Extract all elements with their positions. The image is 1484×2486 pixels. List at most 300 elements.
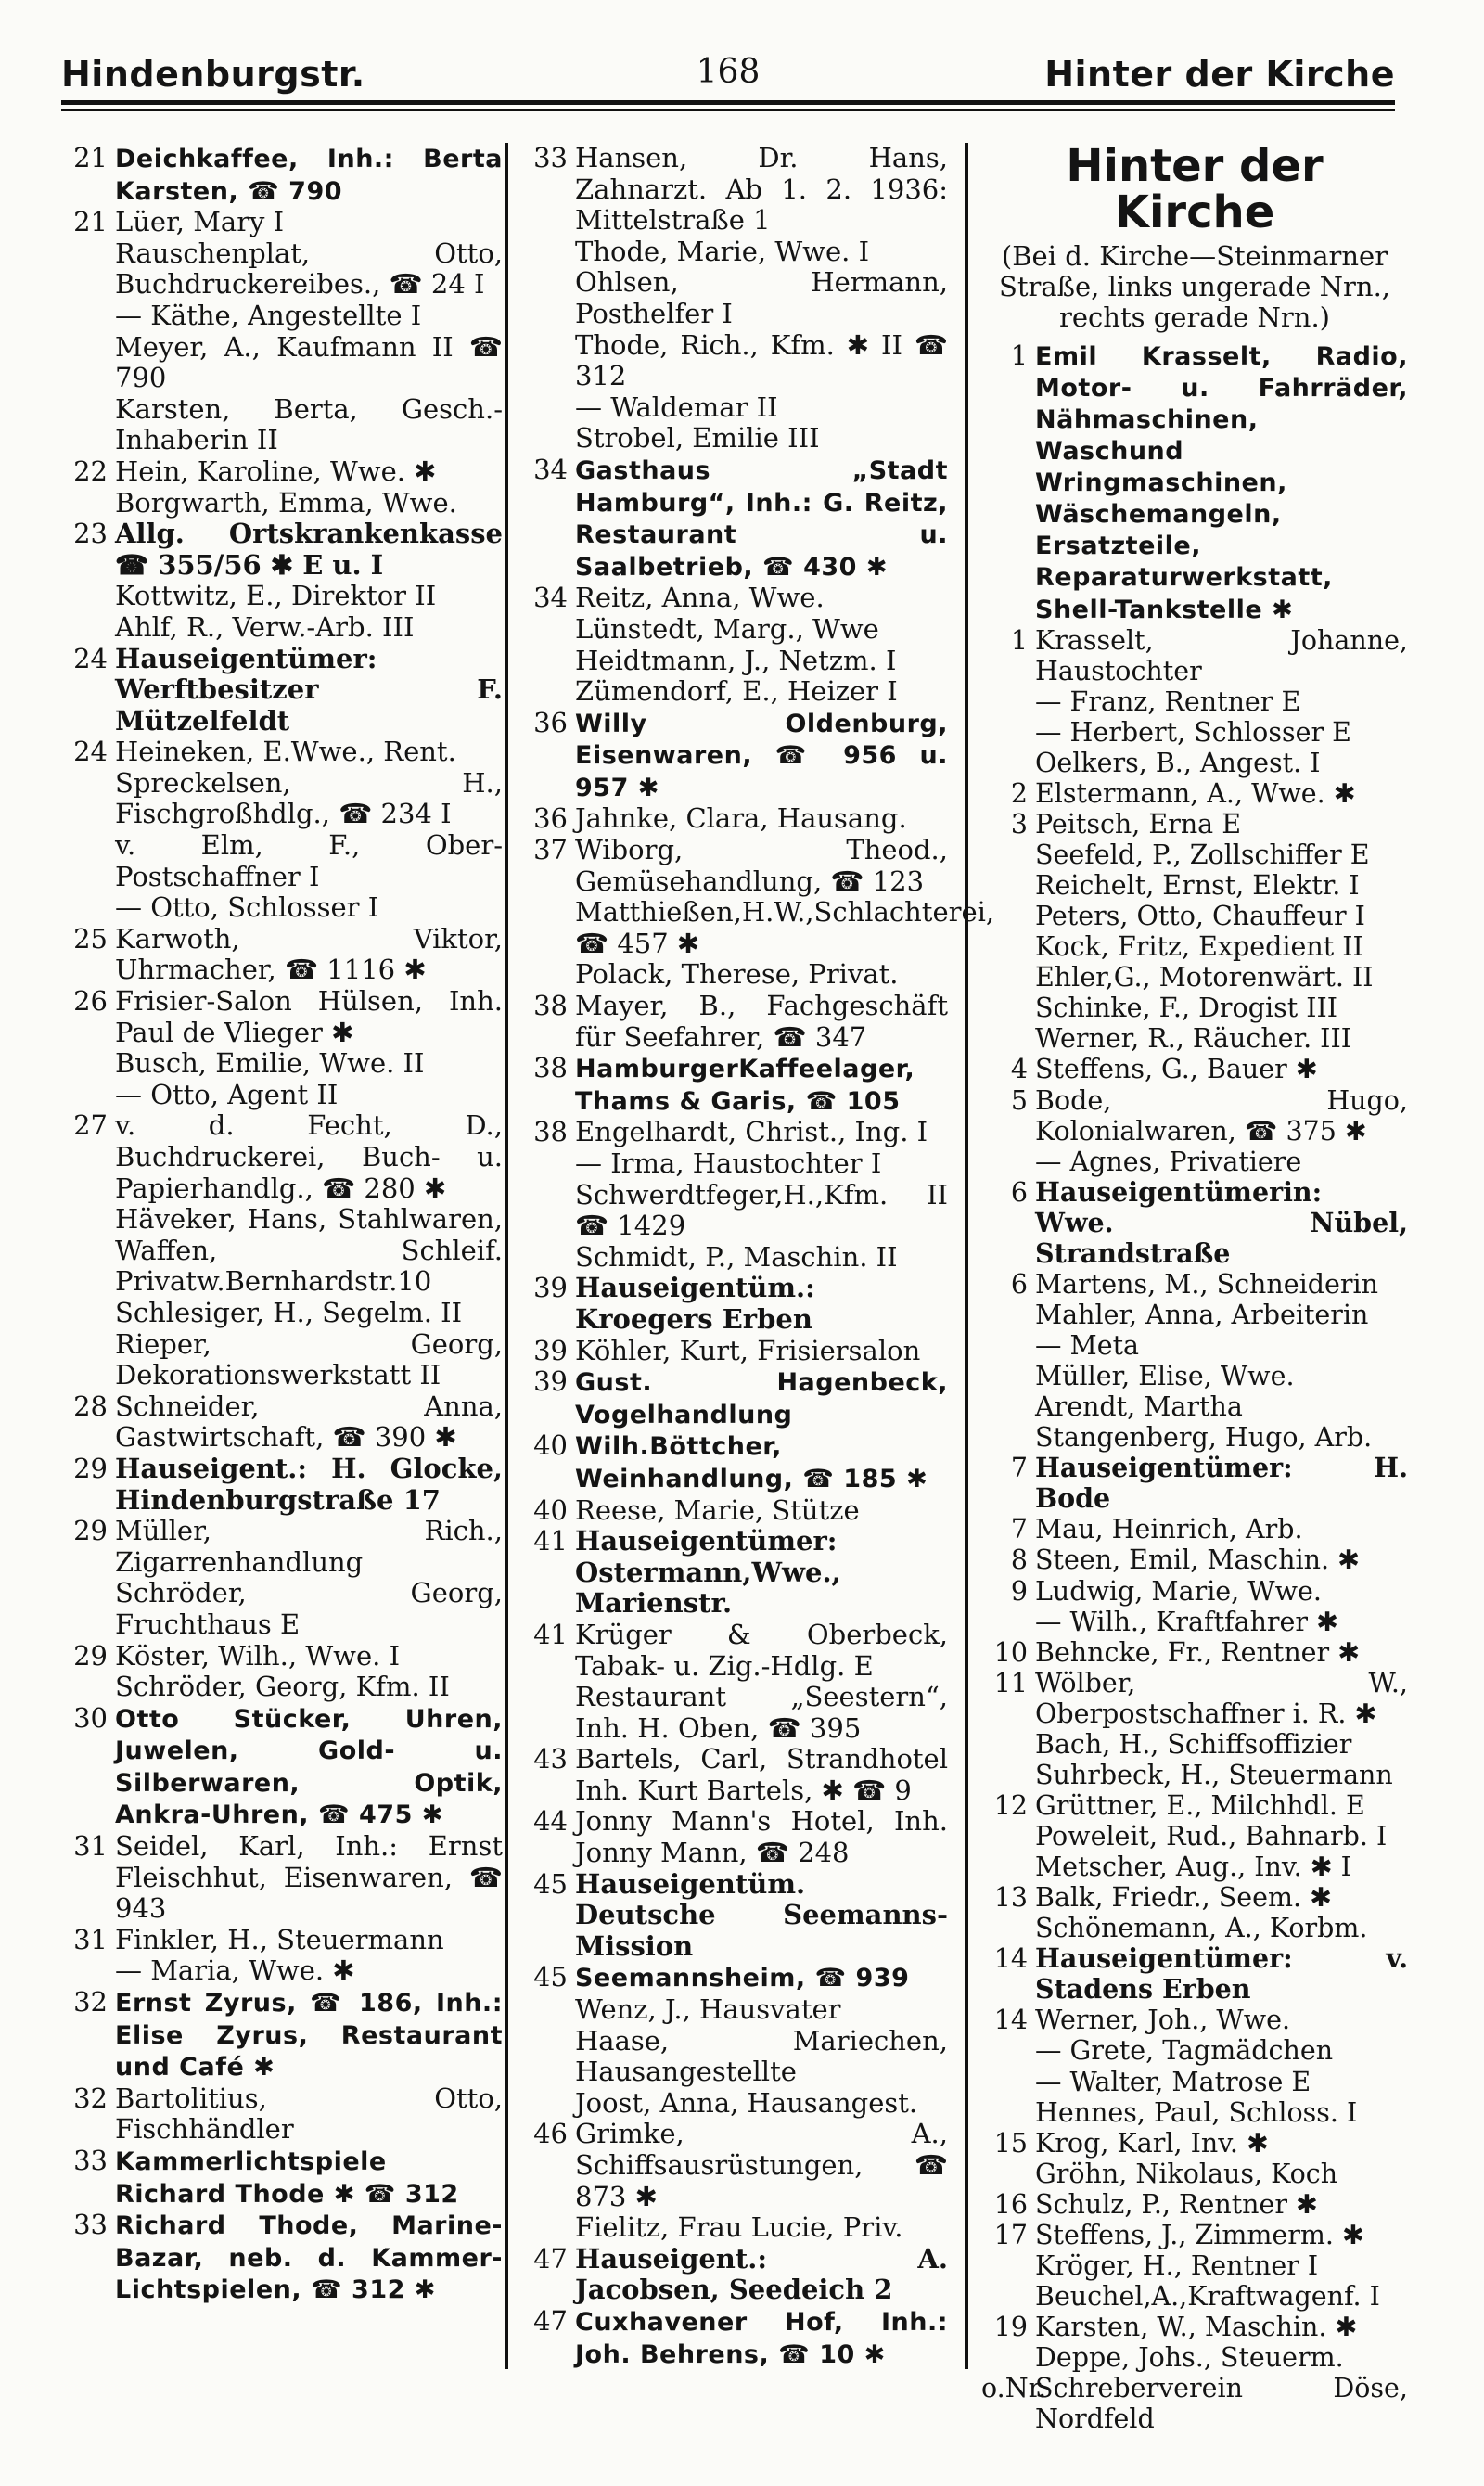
- entry-text: Busch, Emilie, Wwe. II: [115, 1047, 425, 1080]
- directory-entry: [61, 1831, 503, 1925]
- directory-entry: [61, 332, 503, 394]
- house-number: 33: [533, 142, 568, 173]
- house-number: 7: [1010, 1514, 1028, 1545]
- directory-entry: [981, 809, 1408, 839]
- directory-entry: [61, 238, 503, 301]
- entry-text: Allg. Ortskrankenkasse ☎ 355/56 ✱ E u. I: [115, 518, 503, 581]
- entry-text: — Otto, Schlosser I: [115, 891, 379, 924]
- entry-text: Hauseigent.: A. Jacobsen, Seedeich 2: [575, 2242, 948, 2306]
- entry-text: Behncke, Fr., Rentner ✱: [1035, 1636, 1361, 1668]
- directory-entry: [981, 1882, 1408, 1913]
- entry-text: Gust. Hagenbeck, Vogelhandlung: [575, 1368, 948, 1429]
- entry-text: Strobel, Emilie III: [575, 422, 820, 455]
- house-number: 32: [73, 1986, 108, 2018]
- entry-text: Reese, Marie, Stütze: [575, 1493, 860, 1526]
- entry-text: Ahlf, R., Verw.-Arb. III: [115, 610, 415, 643]
- house-number: 1: [1010, 624, 1028, 656]
- directory-entry: [521, 1117, 948, 1148]
- entry-text: Rauschenplat, Otto, Buchdruckereibes., ☎ 24 I: [115, 237, 503, 301]
- entry-text: — Käthe, Angestellte I: [115, 299, 422, 331]
- directory-entry: [981, 2312, 1408, 2342]
- entry-text: Kammerlichtspiele Richard Thode ✱ ☎ 312: [115, 2147, 459, 2209]
- house-number: 21: [73, 142, 108, 173]
- directory-entry: [521, 1495, 948, 1527]
- directory-entry: [61, 2210, 503, 2306]
- directory-entry: [981, 1913, 1408, 1943]
- entry-text: Schröder, Georg, Kfm. II: [115, 1671, 450, 1703]
- directory-entry: [521, 2212, 948, 2244]
- directory-entry: [521, 959, 948, 991]
- entry-text: Seidel, Karl, Inh.: Ernst Fleischhut, Eisenwaren, ☎ 943: [115, 1830, 503, 1925]
- directory-entry: [981, 2097, 1408, 2128]
- house-number: 25: [73, 922, 108, 955]
- entry-text: Jonny Mann's Hotel, Inh. Jonny Mann, ☎ 248: [575, 1805, 948, 1869]
- directory-entry: [61, 1329, 503, 1391]
- house-number: 40: [533, 1493, 568, 1526]
- directory-entry: [521, 614, 948, 646]
- house-number: 23: [73, 518, 108, 550]
- entry-text: Deichkaffee, Inh.: Berta Karsten, ☎ 790: [115, 145, 503, 206]
- house-number: 41: [533, 1618, 568, 1650]
- entry-text: Heidtmann, J., Netzm. I: [575, 644, 897, 676]
- entry-text: Krog, Karl, Inv. ✱: [1035, 2127, 1269, 2159]
- directory-entry: [521, 455, 948, 583]
- entry-text: Lünstedt, Marg., Wwe: [575, 612, 879, 645]
- entry-text: — Wilh., Kraftfahrer ✱: [1035, 1606, 1338, 1637]
- entry-text: Zümendorf, E., Heizer I: [575, 675, 898, 708]
- directory-entry: [61, 2083, 503, 2146]
- directory-entry: [521, 1620, 948, 1682]
- street-title: Hinter der Kirche: [1066, 140, 1324, 238]
- entry-text: Schmidt, P., Maschin. II: [575, 1240, 898, 1273]
- entry-text: Ludwig, Marie, Wwe.: [1035, 1575, 1322, 1607]
- directory-entry: [981, 1729, 1408, 1760]
- directory-entry: [521, 1962, 948, 1994]
- entry-text: Karwoth, Viktor, Uhrmacher, ☎ 1116 ✱: [115, 922, 503, 986]
- entry-text: Kock, Fritz, Expedient II: [1035, 931, 1363, 963]
- directory-entry: [981, 1576, 1408, 1607]
- directory-entry: [61, 301, 503, 332]
- directory-entry: [981, 1085, 1408, 1147]
- directory-entry: [981, 1790, 1408, 1821]
- entry-text: Polack, Therese, Privat.: [575, 958, 899, 991]
- directory-entry: [61, 143, 503, 207]
- entry-text: Kottwitz, E., Direktor II: [115, 580, 437, 612]
- entry-text: Bartolitius, Otto, Fischhändler: [115, 2082, 503, 2146]
- entry-text: — Maria, Wwe. ✱: [115, 1954, 355, 1987]
- entry-text: Cuxhavener Hof, Inh.: Joh. Behrens, ☎ 10 ✱: [575, 2307, 948, 2369]
- entry-text: — Irma, Haustochter I: [575, 1147, 882, 1179]
- directory-entry: [981, 340, 1408, 625]
- header-street-right: Hinter der Kirche: [1044, 54, 1395, 95]
- house-number: 45: [533, 1867, 568, 1900]
- directory-entry: [61, 2146, 503, 2210]
- directory-entry: [981, 1391, 1408, 1422]
- directory-entry: [521, 1994, 948, 2026]
- directory-entry: [521, 237, 948, 268]
- column-1: [61, 143, 503, 2306]
- directory-entry: [521, 1273, 948, 1335]
- entry-text: Seemannsheim, ☎ 939: [575, 1964, 910, 1993]
- entry-text: Bach, H., Schiffsoffizier: [1035, 1728, 1352, 1760]
- house-number: 47: [533, 2304, 568, 2337]
- directory-entry: [981, 1943, 1408, 2005]
- directory-entry: [521, 646, 948, 677]
- entry-text: Finkler, H., Steuermann: [115, 1923, 444, 1955]
- directory-entry: [61, 394, 503, 456]
- house-number: 12: [993, 1789, 1028, 1821]
- house-number: 38: [533, 1116, 568, 1148]
- directory-entry: [61, 1955, 503, 1987]
- house-number: 30: [73, 1701, 108, 1734]
- directory-entry: [521, 1869, 948, 1963]
- directory-entry: [981, 1607, 1408, 1637]
- directory-entry: [61, 519, 503, 581]
- entry-text: Schröder, Georg, Fruchthaus E: [115, 1577, 503, 1640]
- entry-text: Balk, Friedr., Seem. ✱: [1035, 1882, 1333, 1914]
- house-number: 33: [73, 2209, 108, 2241]
- directory-entry: [61, 1641, 503, 1672]
- house-number: 45: [533, 1961, 568, 1993]
- directory-entry: [61, 1516, 503, 1578]
- house-number: 39: [533, 1334, 568, 1366]
- directory-entry: [61, 207, 503, 238]
- directory-entry: [981, 2373, 1408, 2434]
- directory-entry: [981, 1821, 1408, 1852]
- entry-text: — Herbert, Schlosser E: [1035, 716, 1351, 748]
- house-number: 39: [533, 1272, 568, 1304]
- house-number: 39: [533, 1365, 568, 1398]
- entry-text: Hauseigentümer: Ostermann,Wwe., Marienstr.: [575, 1525, 841, 1620]
- directory-entry: [61, 1110, 503, 1204]
- entry-text: Gasthaus „Stadt Hamburg“, Inh.: G. Reitz, Restaurant u. Saalbetrieb, ☎ 430 ✱: [575, 455, 948, 582]
- directory-entry: [981, 1453, 1408, 1514]
- directory-entry: [61, 1048, 503, 1080]
- entry-text: Restaurant „Seestern“, Inh. H. Oben, ☎ 395: [575, 1681, 948, 1744]
- directory-entry: [981, 1361, 1408, 1391]
- entry-text: — Otto, Agent II: [115, 1078, 339, 1110]
- entry-text: Lüer, Mary I: [115, 206, 285, 238]
- directory-entry: [981, 1177, 1408, 1269]
- entry-text: Köster, Wilh., Wwe. I: [115, 1639, 401, 1672]
- page-number: 168: [696, 53, 761, 91]
- running-header: [61, 35, 1395, 95]
- directory-entry: [981, 1668, 1408, 1729]
- entry-text: Emil Krasselt, Radio, Motor- u. Fahrräder, Nähmaschinen, Waschund Wringmaschinen, Wäschemangeln, Ersatzteile, Reparaturwerkstatt, Shell-Tankstelle ✱: [1035, 342, 1408, 624]
- entry-text: Hauseigent.: H. Glocke, Hindenburgstraße 17: [115, 1452, 503, 1516]
- entry-text: — Meta: [1035, 1330, 1140, 1361]
- entry-text: Steffens, G., Bauer ✱: [1035, 1054, 1318, 1085]
- entry-text: Seefeld, P., Zollschiffer E: [1035, 839, 1370, 870]
- house-number: 9: [1010, 1575, 1028, 1607]
- directory-entry: [981, 1422, 1408, 1453]
- directory-entry: [521, 2244, 948, 2306]
- entry-text: Bode, Hugo, Kolonialwaren, ☎ 375 ✱: [1035, 1084, 1408, 1147]
- house-number: 7: [1010, 1453, 1028, 1484]
- entry-text: Spreckelsen, H., Fischgroßhdlg., ☎ 234 I: [115, 766, 503, 830]
- house-number: 11: [993, 1667, 1028, 1698]
- directory-entry: [61, 768, 503, 830]
- entry-text: Meyer, A., Kaufmann II ☎ 790: [115, 330, 503, 394]
- entry-text: Mahler, Anna, Arbeiterin: [1035, 1299, 1369, 1330]
- house-number: 34: [533, 453, 568, 485]
- entry-text: Steen, Emil, Maschin. ✱: [1035, 1544, 1360, 1576]
- directory-entry: [981, 2281, 1408, 2312]
- house-number: 29: [73, 1639, 108, 1672]
- house-number: 22: [73, 455, 108, 487]
- directory-entry: [981, 2035, 1408, 2066]
- directory-entry: [981, 962, 1408, 993]
- directory-entry: [981, 2067, 1408, 2097]
- directory-entry: [521, 143, 948, 237]
- column-divider-2: [965, 143, 968, 2369]
- house-number: 24: [73, 736, 108, 768]
- entry-text: Wölber, W., Oberpostschaffner i. R. ✱: [1035, 1667, 1408, 1729]
- directory-entry: [521, 1336, 948, 1367]
- directory-entry: [981, 901, 1408, 931]
- directory-entry: [61, 456, 503, 488]
- house-number: 38: [533, 990, 568, 1022]
- directory-entry: [521, 2088, 948, 2120]
- directory-entry: [521, 1744, 948, 1806]
- directory-entry: [981, 2159, 1408, 2189]
- house-number: 40: [533, 1429, 568, 1462]
- directory-entry: [521, 1148, 948, 1180]
- entry-text: Fielitz, Frau Lucie, Priv.: [575, 2211, 903, 2244]
- entry-text: Krasselt, Johanne, Haustochter: [1035, 624, 1408, 686]
- entry-text: Schwerdtfeger,H.,Kfm. II ☎ 1429: [575, 1178, 948, 1242]
- directory-entry: [981, 778, 1408, 809]
- entry-text: Kröger, H., Rentner I: [1035, 2249, 1319, 2281]
- house-number: 14: [993, 1943, 1028, 1975]
- directory-entry: [981, 1514, 1408, 1544]
- house-number: 47: [533, 2242, 568, 2275]
- house-number: 44: [533, 1805, 568, 1838]
- directory-entry: [521, 676, 948, 708]
- entry-text: Martens, M., Schneiderin: [1035, 1268, 1378, 1300]
- directory-entry: [981, 870, 1408, 901]
- entry-text: Ehler,G., Motorenwärt. II: [1035, 962, 1374, 993]
- directory-entry: [521, 1526, 948, 1620]
- entry-text: Oelkers, B., Angest. I: [1035, 747, 1321, 778]
- entry-text: Engelhardt, Christ., Ing. I: [575, 1116, 928, 1148]
- directory-entry: [981, 686, 1408, 717]
- house-number: 29: [73, 1515, 108, 1547]
- directory-entry: [521, 803, 948, 835]
- entry-text: Karsten, W., Maschin. ✱: [1035, 2312, 1358, 2342]
- directory-entry: [521, 1053, 948, 1117]
- entry-text: Grüttner, E., Milchhdl. E: [1035, 1789, 1365, 1821]
- directory-entry: [981, 839, 1408, 870]
- entry-text: Borgwarth, Emma, Wwe.: [115, 486, 457, 519]
- directory-entry: [981, 1269, 1408, 1300]
- entry-text: v. Elm, F., Ober-Postschaffner I: [115, 829, 503, 892]
- entry-text: Poweleit, Rud., Bahnarb. I: [1035, 1821, 1388, 1852]
- entry-text: Schlesiger, H., Segelm. II: [115, 1296, 463, 1328]
- directory-entry: [521, 583, 948, 614]
- directory-entry: [981, 1147, 1408, 1177]
- entry-text: Hauseigentümer: Werftbesitzer F. Mützelfeldt: [115, 642, 503, 737]
- directory-entry: [61, 644, 503, 737]
- entry-text: Suhrbeck, H., Steuermann: [1035, 1759, 1393, 1790]
- directory-entry: [981, 2005, 1408, 2035]
- directory-entry: [981, 625, 1408, 686]
- entry-text: Joost, Anna, Hausangest.: [575, 2086, 918, 2119]
- house-number: 24: [73, 642, 108, 674]
- entry-text: Ernst Zyrus, ☎ 186, Inh.: Elise Zyrus, Restaurant und Café ✱: [115, 1989, 503, 2082]
- entry-text: Wenz, J., Hausvater: [575, 1993, 841, 2026]
- entry-text: Beuchel,A.,Kraftwagenf. I: [1035, 2280, 1380, 2312]
- entry-text: — Franz, Rentner E: [1035, 686, 1301, 717]
- directory-entry: [981, 2189, 1408, 2220]
- directory-entry: [981, 2220, 1408, 2250]
- directory-entry: [981, 993, 1408, 1023]
- house-number: 28: [73, 1390, 108, 1422]
- directory-entry: [521, 1682, 948, 1744]
- entry-text: Thode, Marie, Wwe. I: [575, 235, 870, 267]
- house-number: 2: [1010, 777, 1028, 809]
- house-number: 26: [73, 985, 108, 1018]
- directory-entry: [521, 1242, 948, 1274]
- directory-entry: [521, 267, 948, 329]
- entry-text: Frisier-Salon Hülsen, Inh. Paul de Vlieger ✱: [115, 985, 503, 1048]
- house-number: 37: [533, 834, 568, 866]
- directory-entry: [521, 392, 948, 424]
- entry-text: Hauseigentüm.: Kroegers Erben: [575, 1272, 815, 1335]
- entry-text: Wilh.Böttcher, Weinhandlung, ☎ 185 ✱: [575, 1432, 928, 1493]
- column-divider-1: [505, 143, 508, 2369]
- entry-text: Krüger & Oberbeck, Tabak- u. Zig.-Hdlg. E: [575, 1618, 948, 1682]
- entry-text: Reichelt, Ernst, Elektr. I: [1035, 870, 1360, 902]
- entry-text: Mau, Heinrich, Arb.: [1035, 1514, 1303, 1545]
- house-number: 3: [1010, 808, 1028, 839]
- entry-text: Haase, Mariechen, Hausangestellte: [575, 2024, 948, 2088]
- entry-text: Richard Thode, Marine-Bazar, neb. d. Kammer-Lichtspielen, ☎ 312 ✱: [115, 2211, 503, 2305]
- house-number: 21: [73, 206, 108, 238]
- directory-entry: [521, 2119, 948, 2212]
- house-number: 15: [993, 2127, 1028, 2159]
- directory-entry: [981, 1023, 1408, 1054]
- directory-entry: [61, 1925, 503, 1956]
- entry-text: HamburgerKaffeelager, Thams & Garis, ☎ 105: [575, 1055, 915, 1116]
- directory-entry: [521, 423, 948, 455]
- entry-text: Schneider, Anna, Gastwirtschaft, ☎ 390 ✱: [115, 1390, 503, 1454]
- directory-entry: [981, 1330, 1408, 1361]
- house-number: 16: [993, 2188, 1028, 2220]
- entry-text: Reitz, Anna, Wwe.: [575, 582, 825, 614]
- entry-text: — Walter, Matrose E: [1035, 2066, 1311, 2097]
- entry-text: Otto Stücker, Uhren, Juwelen, Gold- u. Silberwaren, Optik, Ankra-Uhren, ☎ 475 ✱: [115, 1704, 503, 1830]
- directory-entry: [981, 1054, 1408, 1084]
- entry-text: v. d. Fecht, D., Buchdruckerei, Buch- u. Papierhandlg., ☎ 280 ✱: [115, 1109, 503, 1204]
- street-note: (Bei d. Kirche—Steinmarner Straße, links ungerade Nrn., rechts gerade Nrn.): [998, 240, 1391, 333]
- house-number: 14: [993, 2005, 1028, 2036]
- directory-entry: [981, 1637, 1408, 1668]
- house-number: 33: [73, 2145, 108, 2176]
- entry-text: Deppe, Johs., Steuerm.: [1035, 2342, 1344, 2374]
- entry-text: Hauseigentümerin: Wwe. Nübel, Strandstraße: [1035, 1175, 1408, 1269]
- entry-text: Grimke, A., Schiffsausrüstungen, ☎ 873 ✱: [575, 2118, 948, 2212]
- directory-entry: [521, 2026, 948, 2088]
- directory-entry: [521, 835, 948, 897]
- entry-text: Schulz, P., Rentner ✱: [1035, 2188, 1318, 2220]
- entry-text: Matthießen,H.W.,Schlachterei, ☎ 457 ✱: [575, 896, 995, 959]
- entry-text: Mayer, B., Fachgeschäft für Seefahrer, ☎ 347: [575, 990, 948, 1053]
- directory-entry: [61, 1703, 503, 1831]
- entry-text: Peters, Otto, Chauffeur I: [1035, 901, 1365, 932]
- directory-entry: [61, 1987, 503, 2083]
- directory-entry: [981, 717, 1408, 748]
- entry-text: Gröhn, Nikolaus, Koch: [1035, 2158, 1338, 2189]
- entry-text: Hauseigentüm. Deutsche Seemanns-Mission: [575, 1867, 948, 1962]
- entry-text: Willy Oldenburg, Eisenwaren, ☎ 956 u. 957 ✱: [575, 709, 948, 802]
- house-number: 27: [73, 1109, 108, 1142]
- directory-entry: [61, 612, 503, 644]
- directory-entry: [61, 892, 503, 924]
- entry-text: Thode, Rich., Kfm. ✱ II ☎ 312: [575, 328, 948, 392]
- directory-entry: [521, 1430, 948, 1494]
- entry-text: Köhler, Kurt, Frisiersalon: [575, 1334, 921, 1366]
- entry-text: Hein, Karoline, Wwe. ✱: [115, 455, 437, 487]
- directory-entry: [61, 488, 503, 519]
- entry-text: Schönemann, A., Korbm.: [1035, 1913, 1368, 1944]
- directory-entry: [981, 1300, 1408, 1330]
- header-rule-thin: [61, 109, 1395, 111]
- house-number: 13: [993, 1882, 1028, 1914]
- header-street-left: Hindenburgstr.: [61, 54, 365, 95]
- directory-entry: [61, 1454, 503, 1516]
- directory-entry: [521, 708, 948, 804]
- entry-text: Werner, Joh., Wwe.: [1035, 2005, 1291, 2036]
- header-rule-thick: [61, 100, 1395, 105]
- house-number: 38: [533, 1052, 568, 1084]
- column-3-entries: [981, 340, 1408, 2434]
- house-number: 5: [1010, 1084, 1028, 1116]
- entry-text: Peitsch, Erna E: [1035, 808, 1242, 839]
- house-number: 4: [1010, 1054, 1028, 1085]
- directory-entry: [521, 1806, 948, 1868]
- directory-entry: [61, 1391, 503, 1454]
- directory-entry: [521, 2306, 948, 2370]
- house-number: 6: [1010, 1176, 1028, 1208]
- entry-text: Metscher, Aug., Inv. ✱ I: [1035, 1852, 1351, 1883]
- directory-entry: [981, 1544, 1408, 1575]
- entry-text: — Grete, Tagmädchen: [1035, 2035, 1334, 2067]
- directory-entry: [981, 2342, 1408, 2373]
- house-number: 46: [533, 2118, 568, 2150]
- entry-text: Arendt, Martha: [1035, 1391, 1243, 1423]
- entry-text: Müller, Elise, Wwe.: [1035, 1361, 1295, 1392]
- house-number: 36: [533, 802, 568, 835]
- house-number: 10: [993, 1636, 1028, 1668]
- directory-entry: [981, 931, 1408, 962]
- entry-text: Stangenberg, Hugo, Arb.: [1035, 1422, 1373, 1454]
- entry-text: Werner, R., Räucher. III: [1035, 1023, 1351, 1055]
- directory-entry: [61, 1080, 503, 1111]
- house-number: 43: [533, 1743, 568, 1775]
- entry-text: Elstermann, A., Wwe. ✱: [1035, 777, 1356, 809]
- column-3: [981, 140, 1408, 2435]
- directory-entry: [981, 748, 1408, 778]
- entry-text: Müller, Rich., Zigarrenhandlung: [115, 1515, 503, 1578]
- directory-entry: [981, 1852, 1408, 1882]
- directory-entry: [61, 737, 503, 768]
- house-number: 19: [993, 2312, 1028, 2342]
- column-2: [521, 142, 995, 2370]
- house-number: 1: [1010, 340, 1028, 371]
- entry-text: Hauseigentümer: v. Stadens Erben: [1035, 1942, 1408, 2005]
- entry-text: Steffens, J., Zimmerm. ✱: [1035, 2219, 1364, 2250]
